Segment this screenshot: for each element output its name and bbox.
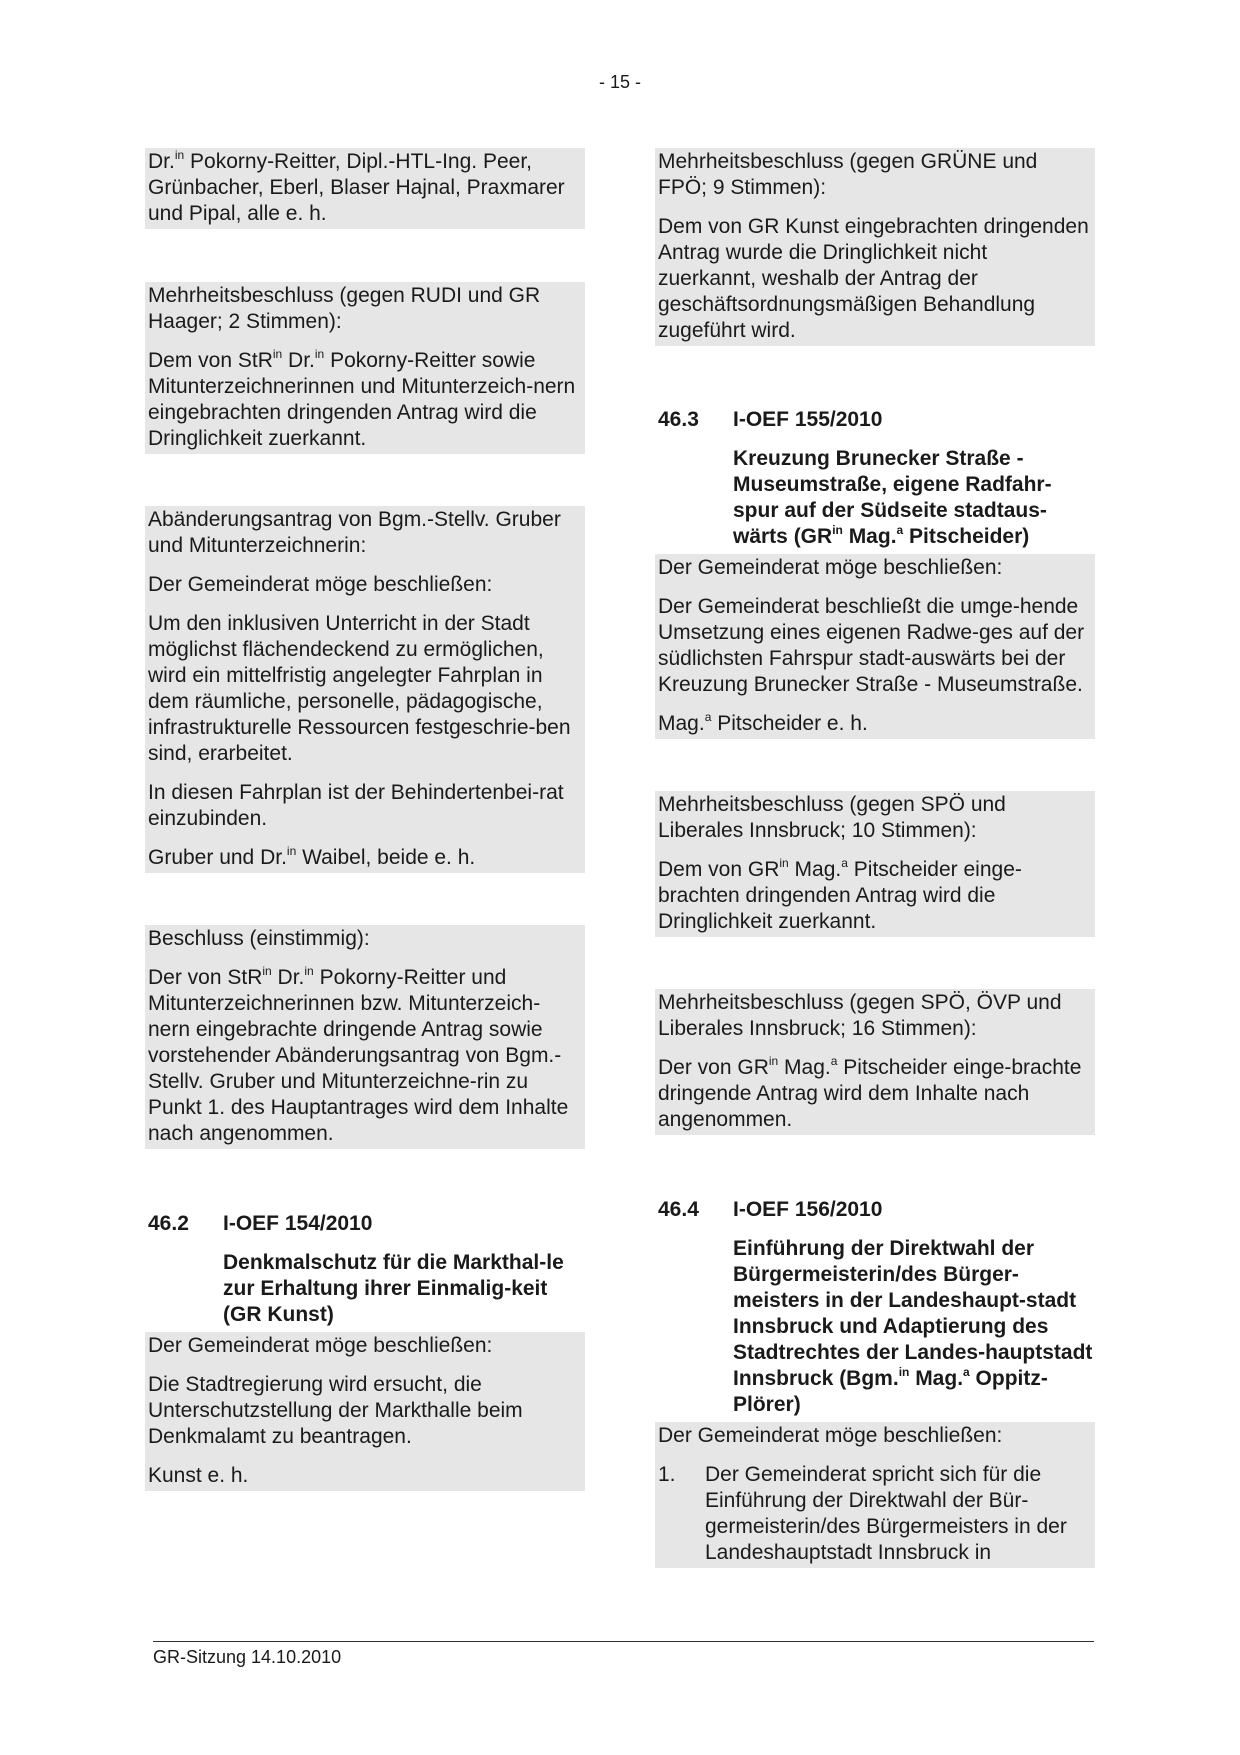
motion-intro: Der Gemeinderat möge beschließen: (658, 1424, 1003, 1447)
footer-divider (153, 1641, 1094, 1642)
footer-text: GR-Sitzung 14.10.2010 (153, 1647, 342, 1667)
section-46-4-heading (655, 1197, 1095, 1418)
signatories-text: Pokorny-Reitter, Dipl.-HTL-Ing. Peer, Grünbacher, Eberl, Blaser Hajnal, Praxmarer und Pipal, alle e. h. (148, 150, 565, 225)
decision-heading: Mehrheitsbeschluss (gegen RUDI und GR Haager; 2 Stimmen): (148, 284, 541, 333)
section-number: 46.4 (658, 1198, 699, 1221)
signatories-continuation: Dr.$^{in}$ Pokorny-Reitter, Dipl.-HTL-Ing. Peer, Grünbacher, Eberl, Blaser Hajnal, Praxmarer und Pipal, alle e. h. (145, 148, 585, 229)
right-column (655, 148, 1095, 1568)
section-number: 46.2 (148, 1212, 189, 1235)
decision-text: Dem von StR$^{in}$ Dr.$^{in}$ Pokorny-Reitter sowie Mitunterzeichnerinnen und Mitunterzeich-nern eingebrachten dringenden Antrag wird die Dringlichkeit zuerkannt. (148, 347, 576, 450)
amendment-intro: Der Gemeinderat möge beschließen: (148, 573, 493, 596)
resolution-heading: Beschluss (einstimmig): (148, 927, 370, 950)
section-reference: I-OEF 155/2010 (733, 408, 883, 431)
motion-intro: Der Gemeinderat möge beschließen: (658, 556, 1003, 579)
numbered-item (658, 1462, 1091, 1566)
section-reference: I-OEF 154/2010 (223, 1212, 373, 1235)
section-46-3-heading (655, 407, 1095, 550)
section-46-2-heading (145, 1211, 585, 1328)
motion-signature: Kunst e. h. (148, 1464, 249, 1487)
section-title: Einführung der Direktwahl der Bürgermeisterin/des Bürger-meisters in der Landeshaupt-stadt Innsbruck und Adaptierung des Stadtrechtes der Landes-hauptstadt Innsbruck (Bgm.$^{in}$ Mag.$^a$ Oppitz-Plörer) (733, 1237, 1093, 1416)
section-number: 46.3 (658, 408, 699, 431)
item-number: 1. (658, 1463, 676, 1486)
amendment-text-2: In diesen Fahrplan ist der Behindertenbei-rat einzubinden. (148, 781, 564, 830)
decision-heading: Mehrheitsbeschluss (gegen SPÖ und Liberales Innsbruck; 10 Stimmen): (658, 793, 1006, 842)
section-46-2-motion (145, 1332, 585, 1491)
section-title: Denkmalschutz für die Markthal-le zur Erhaltung ihrer Einmalig-keit (GR Kunst) (223, 1251, 564, 1326)
section-reference: I-OEF 156/2010 (733, 1198, 883, 1221)
decision-heading: Mehrheitsbeschluss (gegen GRÜNE und FPÖ; 9 Stimmen): (658, 150, 1038, 199)
decision-text: Der von $GR^{in}$ Mag.$^a$ Pitscheider einge-brachte dringende Antrag wird dem Inhalte nach angenommen. (658, 1054, 1082, 1131)
section-title: Kreuzung Brunecker Straße - Museumstraße, eigene Radfahr-spur auf der Südseite stadtaus-wärts ($GR^{in}$ Mag.$^a$ Pitscheider) (733, 447, 1052, 548)
section-46-3-motion (655, 554, 1095, 739)
resolution-text: Der von StR$^{in}$ Dr.$^{in}$ Pokorny-Reitter und Mitunterzeichnerinnen bzw. Mitunterzeich-nern eingebrachte dringende Antrag sowie vorstehender Abänderungsantrag von Bgm.-Stellv. Gruber und Mitunterzeichne-rin zu Punkt 1. des Hauptantrages wird dem Inhalte nach angenommen. (148, 964, 569, 1145)
motion-text: Der Gemeinderat beschließt die umge-hende Umsetzung eines eigenen Radwe-ges auf der südlichsten Fahrspur stadt-auswärts bei der Kreuzung Brunecker Straße - Museumstraße. (658, 595, 1085, 696)
majority-decision-3 (655, 791, 1095, 937)
resolution-unanimous (145, 925, 585, 1149)
decision-text: Dem von GR Kunst eingebrachten dringenden Antrag wurde die Dringlichkeit nicht zuerkannt, weshalb der Antrag der geschäftsordnungsmäßigen Behandlung zugeführt wird. (658, 215, 1089, 342)
page-number: - 15 - (598, 72, 641, 92)
dr-abbr: Dr. (148, 150, 175, 173)
motion-intro: Der Gemeinderat möge beschließen: (148, 1334, 493, 1357)
majority-decision-1 (145, 282, 585, 454)
amendment-signature: Gruber und Dr.$^{in}$ Waibel, beide e. h. (148, 844, 476, 869)
decision-text: Dem von $GR^{in}$ Mag.$^a$ Pitscheider einge-brachten dringenden Antrag wird die Dringlichkeit zuerkannt. (658, 856, 1022, 933)
motion-signature: Mag.$^a$ Pitscheider e. h. (658, 710, 868, 735)
left-column (145, 148, 585, 1491)
decision-heading: Mehrheitsbeschluss (gegen SPÖ, ÖVP und Liberales Innsbruck; 16 Stimmen): (658, 991, 1062, 1040)
amendment-text: Um den inklusiven Unterricht in der Stadt möglichst flächendeckend zu ermöglichen, wird ein mittelfristig angelegter Fahrplan in dem räumliche, personelle, pädagogische, infrastrukturelle Ressourcen festgeschrie-ben sind, erarbeitet. (148, 612, 571, 765)
item-text: Der Gemeinderat spricht sich für die Einführung der Direktwahl der Bür-germeisterin/des Bürgermeisters in der Landeshauptstadt Innsbruck in (705, 1463, 1067, 1564)
amendment-heading: Abänderungsantrag von Bgm.-Stellv. Gruber und Mitunterzeichnerin: (148, 508, 561, 557)
majority-decision-4 (655, 989, 1095, 1135)
motion-text: Die Stadtregierung wird ersucht, die Unterschutzstellung der Markthalle beim Denkmalamt zu beantragen. (148, 1373, 523, 1448)
section-46-4-motion (655, 1422, 1095, 1568)
amendment-motion (145, 506, 585, 873)
majority-decision-2 (655, 148, 1095, 346)
